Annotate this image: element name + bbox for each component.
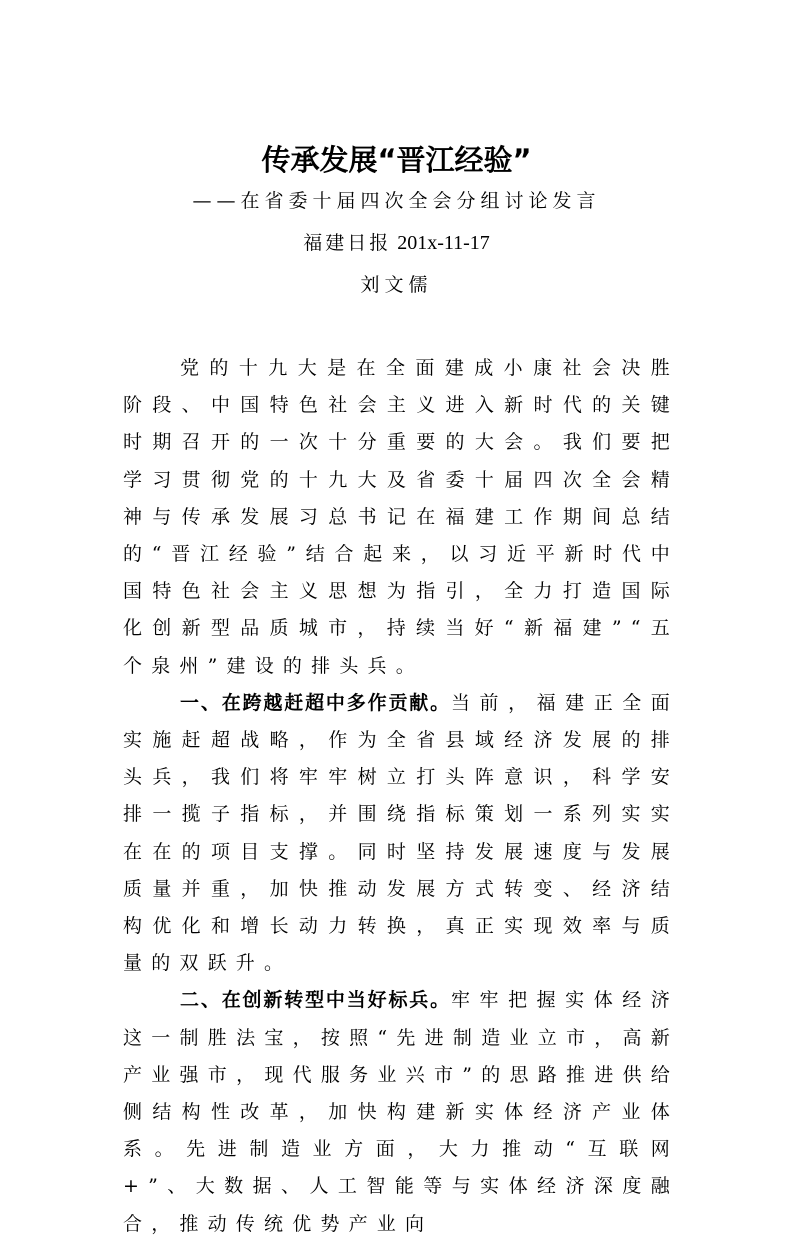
paragraph-text: 党的十九大是在全面建成小康社会决胜阶段、中国特色社会主义进入新时代的关键时期召开的一次十分重要的大会。我们要把学习贯彻党的十九大及省委十届四次全会精神与传承发展习总书记在福建工作期间总结的“晋江经验”结合起来，以习近平新时代中国特色社会主义思想为指引，全力打造国际化创新型品质城市，持续当好“新福建”“五个泉州”建设的排头兵。 [123,357,679,677]
paragraph-text: 牢牢把握实体经济这一制胜法宝，按照“先进制造业立市，高新产业强市，现代服务业兴市”的思路推进供给侧结构性改革，加快构建新实体经济产业体系。先进制造业方面，大力推动“互联网+”、大数据、人工智能等与实体经济深度融合，推动传统优势产业向 [123,989,679,1235]
document-subtitle: ——在省委十届四次全会分组讨论发言 [192,190,601,212]
source-line [0,228,793,258]
source-name: 福建日报 [303,232,392,254]
paragraph-text: 当前，福建正全面实施赶超战略，作为全省县域经济发展的排头兵，我们将牢牢树立打头阵意识，科学安排一揽子指标，并围绕指标策划一系列实实在在的项目支撑。同时坚持发展速度与发展质量并重，加快推动发展方式转变、经济结构优化和增长动力转换，真正实现效率与质量的双跃升。 [123,691,679,975]
paragraph-intro [123,350,679,685]
article-body [123,350,679,1243]
section-heading-1: 一、在跨越赶超中多作贡献。 [180,691,451,714]
document-title: 传承发展“晋江经验” [261,143,532,177]
author-name: 刘文儒 [360,274,433,296]
source-date: 201x-11-17 [397,232,490,254]
paragraph-section-2 [123,982,679,1242]
paragraph-section-1 [123,685,679,983]
section-heading-2: 二、在创新转型中当好标兵。 [180,989,451,1012]
